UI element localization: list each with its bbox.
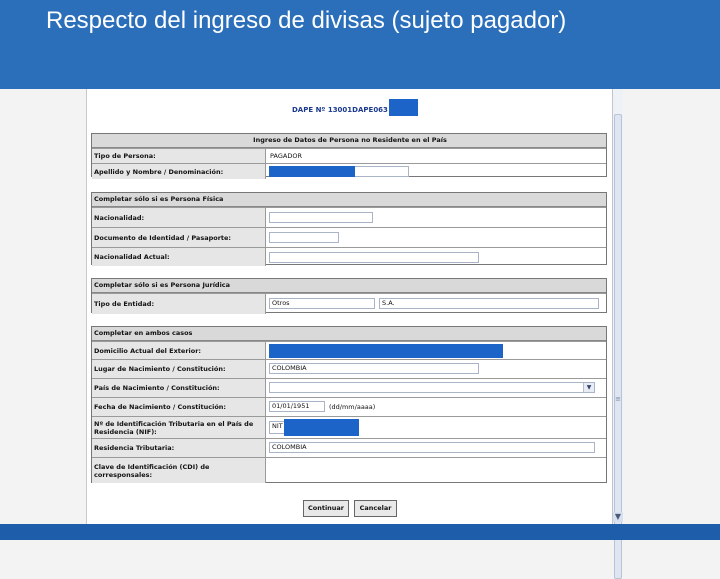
scroll-down-icon[interactable]: ▼ — [614, 512, 622, 521]
row-residencia — [92, 438, 606, 457]
tipo-persona-value: PAGADOR — [270, 152, 302, 160]
tipo-entidad-select[interactable] — [269, 298, 375, 309]
label: Tipo de Entidad: — [92, 294, 266, 314]
nacionalidad-actual-input[interactable] — [269, 252, 479, 263]
row-tipo-entidad — [92, 293, 606, 314]
fecha-input[interactable] — [269, 401, 325, 412]
label: Documento de Identidad / Pasaporte: — [92, 228, 266, 247]
lugar-input[interactable] — [269, 363, 479, 374]
residencia-select[interactable] — [269, 442, 595, 453]
dape-number: DAPE Nº 13001DAPE063 — [292, 106, 388, 114]
label: Domicilio Actual del Exterior: — [92, 342, 266, 359]
redacted-box — [284, 419, 359, 436]
label: Tipo de Persona: — [92, 149, 266, 163]
label: Nacionalidad: — [92, 208, 266, 227]
pais-select[interactable] — [269, 382, 595, 393]
form-window — [86, 89, 623, 524]
row-domicilio — [92, 341, 606, 359]
nif-value: NIT — [272, 422, 283, 430]
tipo-entidad-text-value: S.A. — [382, 299, 395, 307]
redacted-box — [269, 344, 503, 358]
redacted-box — [269, 166, 355, 177]
label: Nº de Identificación Tributaria en el País de Residencia (NIF): — [92, 417, 266, 438]
row-pais — [92, 378, 606, 397]
tipo-entidad-text[interactable] — [379, 298, 599, 309]
fecha-value: 01/01/1951 — [272, 402, 310, 410]
row-lugar — [92, 359, 606, 378]
redacted-box — [389, 99, 418, 116]
row-nacionalidad-actual — [92, 247, 606, 266]
section-title: Completar sólo si es Persona Jurídica — [92, 279, 606, 293]
section-title: Completar sólo si es Persona Física — [92, 193, 606, 207]
label: Nacionalidad Actual: — [92, 248, 266, 266]
lugar-value: COLOMBIA — [272, 364, 307, 372]
vertical-scrollbar[interactable] — [612, 89, 623, 524]
label: País de Nacimiento / Constitución: — [92, 379, 266, 397]
label: Lugar de Nacimiento / Constitución: — [92, 360, 266, 378]
label: Clave de Identificación (CDI) de corresponsales: — [92, 458, 266, 483]
label: Fecha de Nacimiento / Constitución: — [92, 398, 266, 416]
row-nif — [92, 416, 606, 438]
row-fecha — [92, 397, 606, 416]
cancel-button[interactable]: Cancelar — [354, 500, 397, 517]
row-apellido — [92, 163, 606, 179]
row-nacionalidad — [92, 207, 606, 227]
slide-title: Respecto del ingreso de divisas (sujeto pagador) — [46, 7, 567, 34]
slide-header — [0, 0, 720, 89]
slide-footer-bar — [0, 524, 720, 540]
chevron-down-icon[interactable]: ▼ — [583, 383, 594, 392]
label: Apellido y Nombre / Denominación: — [92, 164, 266, 179]
section-fisica — [91, 192, 607, 265]
label: Residencia Tributaria: — [92, 439, 266, 457]
section-title: Completar en ambos casos — [92, 327, 606, 341]
continue-button[interactable]: Continuar — [303, 500, 349, 517]
section-ambos — [91, 326, 607, 483]
scrollbar-thumb[interactable] — [614, 114, 622, 579]
tipo-entidad-selected: Otros — [272, 299, 290, 307]
row-cdi — [92, 457, 606, 483]
residencia-selected: COLOMBIA — [272, 443, 307, 451]
row-tipo-persona — [92, 148, 606, 163]
nacionalidad-input[interactable] — [269, 212, 373, 223]
scroll-grip-icon: ≡ — [615, 395, 621, 403]
section-juridica — [91, 278, 607, 313]
fecha-format-hint: (dd/mm/aaaa) — [329, 403, 376, 411]
section-title: Ingreso de Datos de Persona no Residente en el País — [92, 134, 606, 148]
section-main — [91, 133, 607, 177]
row-documento — [92, 227, 606, 247]
documento-input[interactable] — [269, 232, 339, 243]
